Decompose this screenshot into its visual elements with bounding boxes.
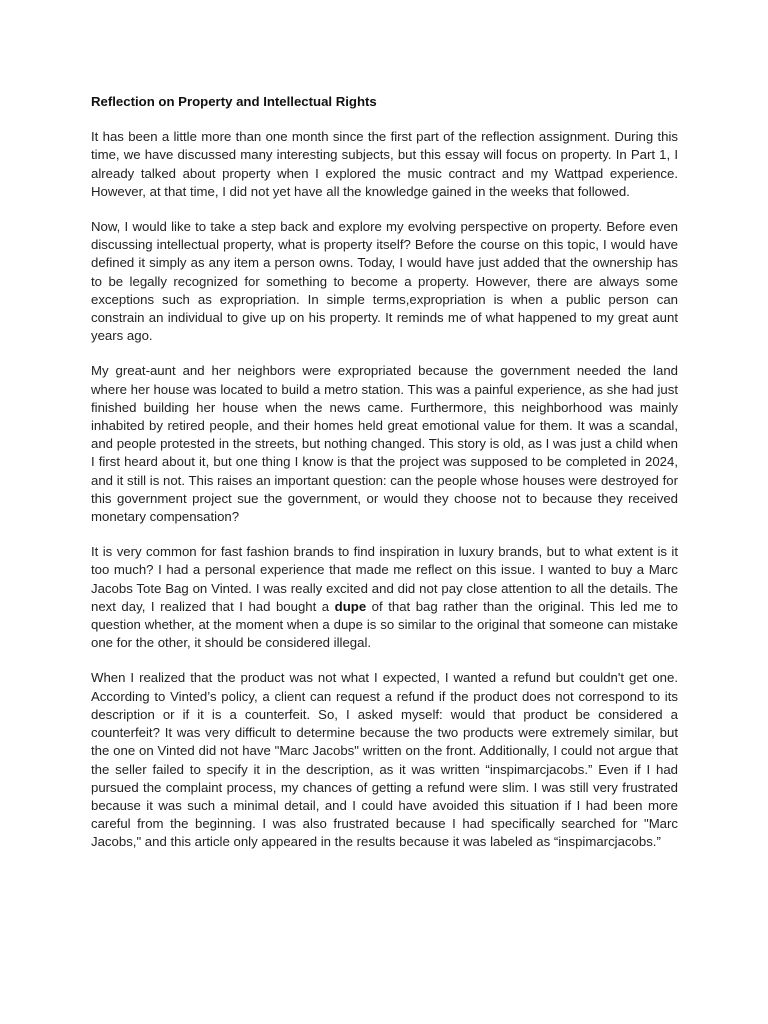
paragraph-1: It has been a little more than one month since the first part of the reflection assignment. During this time, we have discussed many interesting subjects, but this essay will focus on property. In Part 1, I already talked about property when I explored the music contract and my Wattpad experience. However, at that time, I did not yet have all the knowledge gained in the weeks that followed. <box>91 129 678 199</box>
paragraph-4 <box>91 543 678 652</box>
paragraph-3: My great-aunt and her neighbors were expropriated because the government needed the land where her house was located to build a metro station. This was a painful experience, as she had just finished building her house when the news came. Furthermore, this neighborhood was mainly inhabited by retired people, and their homes held great emotional value for them. It was a scandal, and people protested in the streets, but nothing changed. This story is old, as I was just a child when I first heard about it, but one thing I know is that the project was supposed to be completed in 2024, and it still is not. This raises an important question: can the people whose houses were destroyed for this government project sue the government, or would they choose not to because they received monetary compensation? <box>91 363 678 525</box>
paragraph-4-text-before: It is very common for fast fashion brands to find inspiration in luxury brands, but to what extent is it too much? I had a personal experience that made me reflect on this issue. I wanted to buy a Marc Jacobs Tote Bag on Vinted. I was really excited and did not pay close attention to all the details. The next day, I realized that I had bought a <box>91 544 678 614</box>
paragraph-2: Now, I would like to take a step back and explore my evolving perspective on property. Before even discussing intellectual property, what is property itself? Before the course on this topic, I would have defined it simply as any item a person owns. Today, I would have just added that the ownership has to be legally recognized for something to become a property. However, there are always some exceptions such as expropriation. In simple terms,expropriation is when a public person can constrain an individual to give up on his property. It reminds me of what happened to my great aunt years ago. <box>91 219 678 344</box>
paragraph-5: When I realized that the product was not what I expected, I wanted a refund but couldn't get one. According to Vinted’s policy, a client can request a refund if the product does not correspond to its description or if it is a counterfeit. So, I asked myself: would that product be considered a counterfeit? It was very difficult to determine because the two products were extremely similar, but the one on Vinted did not have "Marc Jacobs" written on the front. Additionally, I could not argue that the seller failed to specify it in the description, as it was written “inspimarcjacobs.” Even if I had pursued the complaint process, my chances of getting a refund were slim. I was still very frustrated because it was such a minimal detail, and I could have avoided this situation if I had been more careful from the beginning. I was also frustrated because I had specifically searched for "Marc Jacobs," and this article only appeared in the results because it was labeled as “inspimarcjacobs.” <box>91 670 678 850</box>
document-title: Reflection on Property and Intellectual Rights <box>91 94 377 109</box>
document-body <box>91 93 678 869</box>
paragraph-4-text-after: of that bag rather than the original. This led me to question whether, at the moment when a dupe is so similar to the original that someone can mistake one for the other, it should be considered illegal. <box>91 598 679 651</box>
bold-word-dupe: dupe <box>334 598 367 614</box>
